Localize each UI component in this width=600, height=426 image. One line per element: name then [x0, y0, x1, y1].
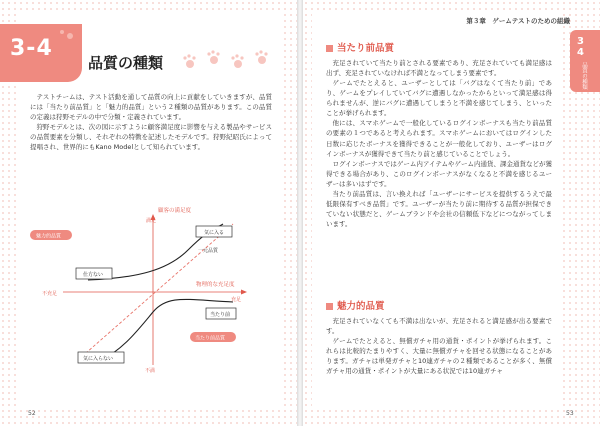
side-tab-label: 品質の種類 [581, 62, 587, 90]
right-body-text-1 [326, 58, 552, 229]
box-not-needed: 仕方ない [83, 272, 104, 278]
y-bottom-label: 不満 [145, 368, 156, 374]
right-paragraph: 他には、スマホゲームで一般化しているログインボーナスも当たり前品質の要素の１つであると考えられます。スマホゲームにおいてはログインした日数に応じたボーナスを獲得できることが一般化しており、ユーザーはログインボーナスが獲得できて当たり前と感じていることでしょう。 [326, 119, 552, 158]
y-top-label: 満足 [146, 218, 157, 224]
running-head: 第３章 ゲームテストのための組織 [466, 17, 570, 25]
left-paragraph: テストチームは、テスト活動を通して品質の向上に貢献をしていきますが、品質には「当たり前品質」と「魅力的品質」という２種類の品質があります。この品質の定義は狩野モデルの中で分類・定義されています。 [30, 93, 272, 122]
right-paragraph: 充足されていて当たり前とされる要素であり、充足されていても満足感は出ず、充足されていなければ不満となってしまう要素です。 [326, 59, 552, 78]
right-body-text-2 [326, 316, 552, 376]
box-natural: 当たり前 [210, 312, 231, 318]
right-paragraph: 当たり前品質は、言い換えれば「ユーザーにサービスを提供するうえで最低限保有すべき品質」です。ユーザーが当たり前に期待する品質が担保できていない状態だと、ゲームブランドや会社の信頼低下などにつながってしまいます。 [326, 189, 552, 228]
one-dimensional-label: 一元品質 [198, 248, 219, 254]
side-tab-number: 3 4 [577, 36, 584, 58]
section1-title: 当たり前品質 [337, 43, 395, 54]
x-right-label: 充足 [231, 297, 242, 303]
section2-heading [326, 298, 385, 312]
chapter-number: 3-4 [10, 36, 53, 61]
box-unhappy: 気に入らない [83, 356, 114, 362]
chapter-title: 品質の種類 [88, 54, 164, 72]
left-page-number: 52 [28, 410, 36, 417]
box-happy: 気に入る [204, 230, 225, 236]
right-paragraph: ゲームでたとえると、ユーザーとしては「バグはなくて当たり前」であり、ゲームをプレイしていてバグに遭遇しなかったからといって満足感は得られませんが、逆にバグに遭遇してしまうと不満を感じてしまう、といったことが挙げられます。 [326, 79, 552, 118]
side-chapter-tab [570, 30, 600, 92]
section2-title: 魅力的品質 [337, 301, 385, 312]
y-axis-label: 顧客の満足度 [158, 208, 192, 214]
kano-model-diagram [28, 200, 268, 375]
must-be-quality-tag: 当たり前品質 [195, 335, 226, 342]
right-page-number: 53 [566, 410, 574, 417]
right-paragraph: ログインボーナスではゲーム内アイテムやゲーム内通貨、課金通貨などが獲得できる場合があり、このログインボーナスがなくなると不満を感じるユーザーは多いはずです。 [326, 159, 553, 188]
left-paragraph: 狩野モデルとは、次の図に示すように顧客満足度に影響を与える製品やサービスの品質要素を分類し、それぞれの特徴を記述したモデルです。狩野紀昭氏によって提唱され、世界的にもKano Modelとして知られています。 [30, 123, 272, 152]
x-left-label: 不充足 [42, 291, 58, 297]
x-axis-arrow [241, 290, 247, 295]
paw-print-decor [180, 46, 280, 76]
left-body-text [30, 92, 272, 152]
section1-heading [326, 40, 394, 54]
right-paragraph: ゲームでたとえると、無償ガチャ用の通貨・ポイントが挙げられます。これらは比較的たまりやすく、大量に無償ガチャを回せる状態になることがあります。ガチャは単発ガチャと10連ガチャの２種類であることが多く、無償ガチャ用の通貨・ポイントが大量にある状況では10連ガチャ [326, 337, 552, 376]
heading-square-icon [326, 45, 333, 52]
x-axis-label: 物理的な充足度 [196, 282, 235, 288]
heading-square-icon [326, 303, 333, 310]
attractive-quality-tag: 魅力的品質 [36, 233, 62, 240]
right-paragraph: 充足されていなくても不満は出ないが、充足されると満足感が出る要素です。 [326, 317, 552, 336]
